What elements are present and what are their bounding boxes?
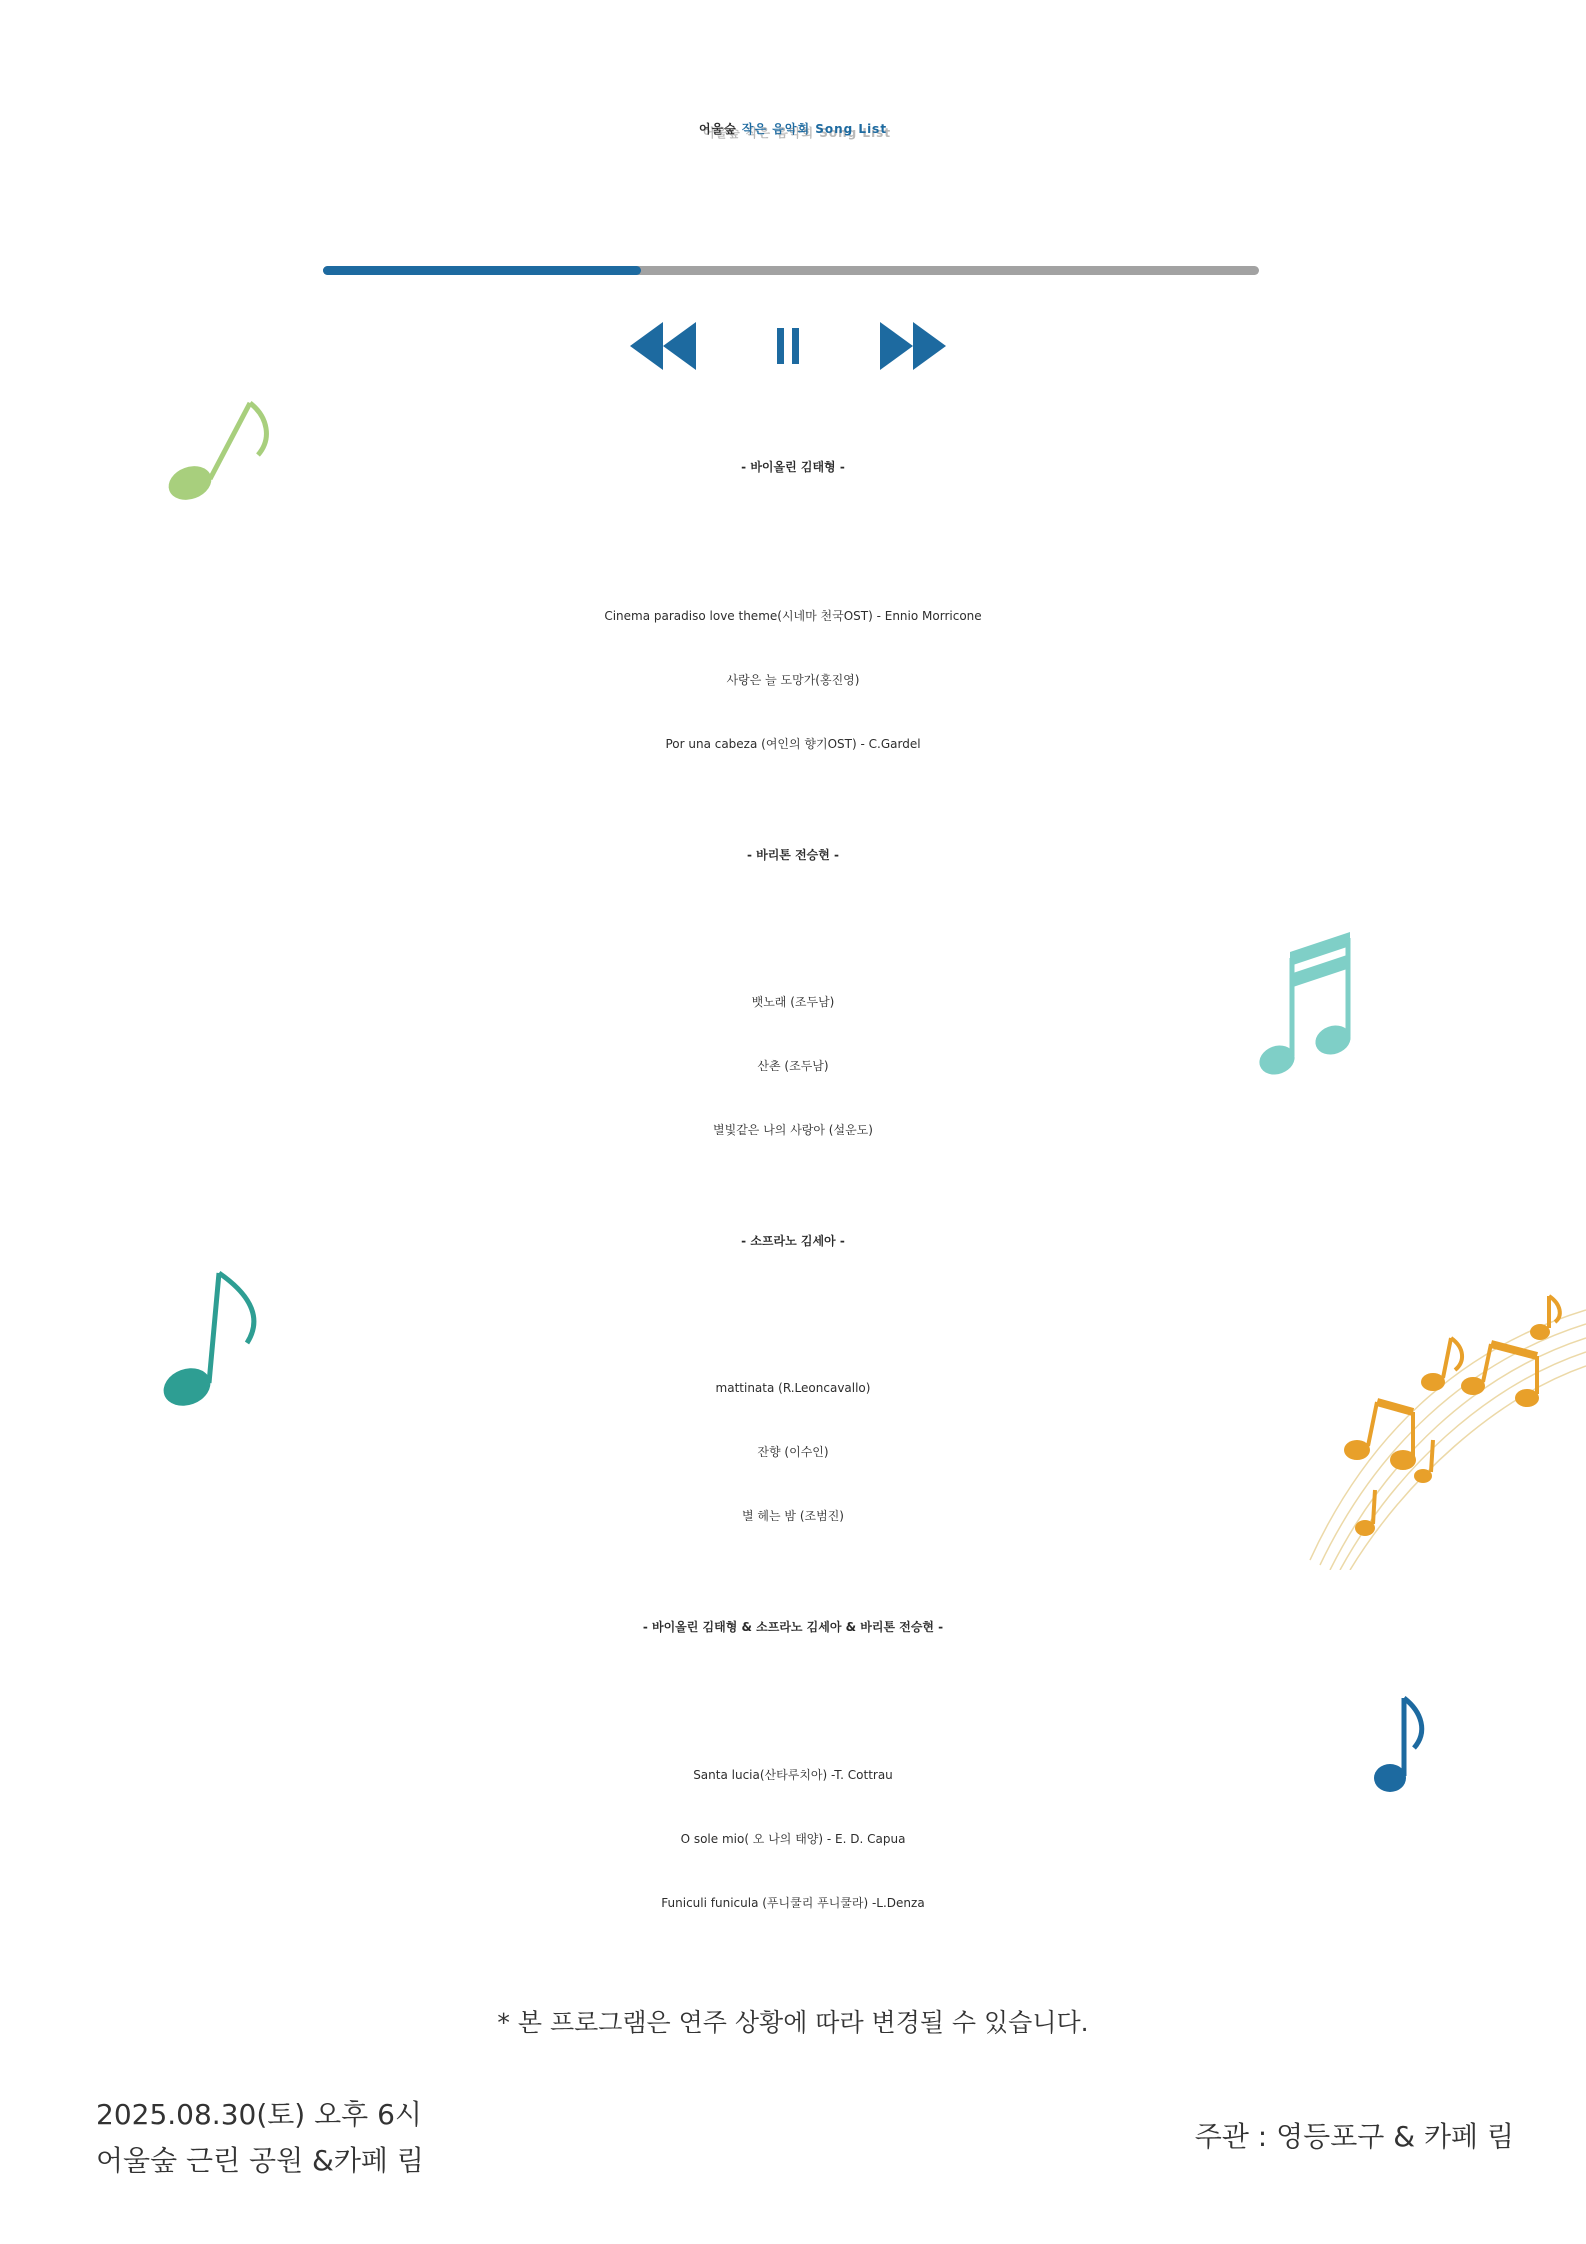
song-item: mattinata (R.Leoncavallo)	[715, 1381, 871, 1395]
pause-icon	[774, 318, 804, 374]
song-item: 뱃노래 (조두남)	[751, 995, 835, 1009]
song-item: Por una cabeza (여인의 향기OST) - C.Gardel	[665, 737, 921, 751]
progress-fill	[323, 266, 641, 275]
song-item: 산촌 (조두남)	[757, 1059, 829, 1073]
page-title	[0, 120, 1586, 137]
fast-forward-button[interactable]	[878, 318, 948, 378]
song-item: Funiculi funicula (푸니쿨리 푸니쿨라) -L.Denza	[661, 1896, 925, 1910]
music-note-icon	[155, 1265, 275, 1415]
fast-forward-icon	[878, 318, 948, 374]
song-item: 잔향 (이수인)	[757, 1445, 829, 1459]
section-heading-soprano: - 소프라노 김세아 -	[741, 1234, 845, 1248]
song-item: 별빛같은 나의 사랑아 (설운도)	[713, 1123, 873, 1137]
music-note-icon	[160, 395, 280, 515]
event-host: 주관 : 영등포구 & 카페 림	[1194, 2120, 1514, 2153]
music-note-icon	[1370, 1690, 1430, 1800]
section-heading-ensemble: - 바이올린 김태형 & 소프라노 김세아 & 바리톤 전승현 -	[642, 1620, 944, 1634]
event-date: 2025.08.30(토) 오후 6시	[96, 2098, 422, 2131]
title-part2: 작은 음악회 Song List	[741, 122, 888, 136]
program-notice: * 본 프로그램은 연주 상황에 따라 변경될 수 있습니다.	[497, 2008, 1089, 2037]
song-item: Cinema paradiso love theme(시네마 천국OST) - Ennio Morricone	[604, 609, 982, 623]
event-place: 어울숲 근린 공원 &카페 림	[96, 2144, 424, 2177]
rewind-icon	[628, 318, 698, 374]
song-item: 별 헤는 밤 (조범진)	[742, 1509, 844, 1523]
section-heading-violin: - 바이올린 김태형 -	[741, 460, 845, 474]
beamed-notes-icon	[1255, 928, 1365, 1088]
section-heading-baritone: - 바리톤 전승현 -	[746, 848, 840, 862]
title-part1: 어울숲	[698, 122, 737, 136]
music-staff-icon	[1305, 1290, 1586, 1570]
song-item: 사랑은 늘 도망가(홍진영)	[726, 673, 860, 687]
event-info	[96, 2092, 424, 2184]
song-item: O sole mio( 오 나의 태양) - E. D. Capua	[680, 1832, 906, 1846]
pause-button[interactable]	[774, 318, 804, 378]
progress-bar[interactable]	[323, 266, 1259, 275]
song-item: Santa lucia(산타루치아) -T. Cottrau	[693, 1768, 893, 1782]
rewind-button[interactable]	[628, 318, 698, 378]
